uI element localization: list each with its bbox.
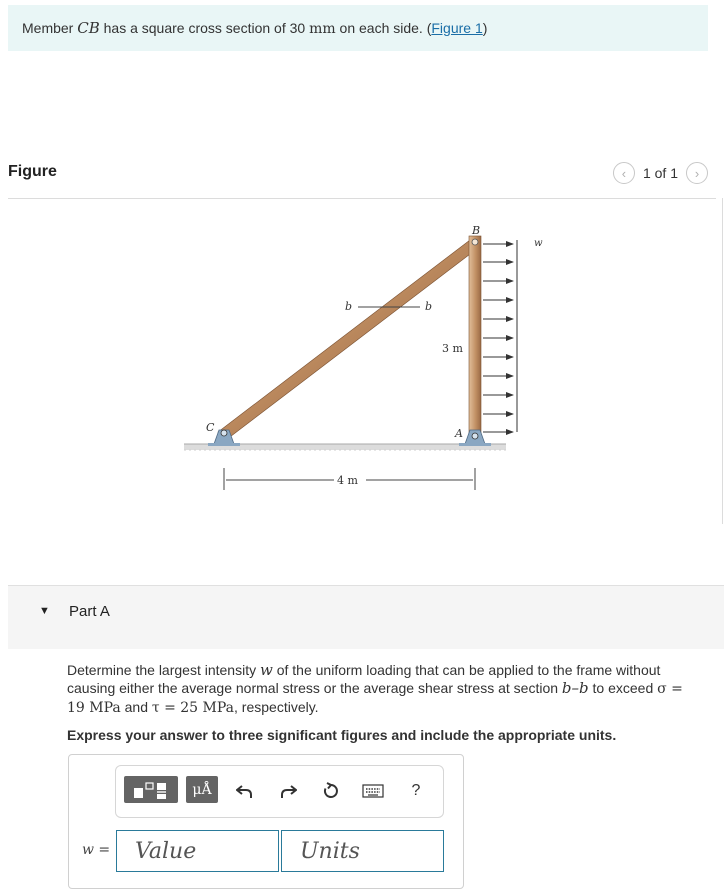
keyboard-button[interactable] — [361, 780, 385, 802]
question-t2: of the uniform loading that can be applied to the frame without causing either the average normal stress or the average shear stress at section — [67, 662, 661, 696]
figure-link[interactable]: Figure 1 — [431, 20, 483, 36]
statement-prefix: Member — [22, 20, 78, 36]
redo-icon — [279, 783, 297, 799]
pager-count: 1 of 1 — [642, 165, 678, 181]
instruction-text: Express your answer to three significant figures and include the appropriate units. — [67, 727, 617, 743]
question-t4: and — [120, 699, 152, 715]
pin-b — [472, 239, 478, 245]
answer-variable-label — [82, 842, 110, 858]
help-button[interactable]: ? — [411, 782, 421, 799]
problem-statement — [8, 5, 708, 51]
sigma-value: σ = 19 MPa — [67, 681, 683, 716]
reset-button[interactable] — [320, 780, 342, 802]
question-t3: to exceed — [588, 680, 658, 696]
keyboard-icon — [362, 784, 384, 798]
label-b-right: b — [425, 300, 433, 313]
units-button[interactable]: μÅ — [186, 776, 218, 803]
reset-icon — [322, 782, 340, 800]
next-figure-button[interactable] — [686, 162, 708, 184]
frame-figure — [0, 200, 724, 500]
label-b-left: b — [345, 300, 353, 313]
question-text — [67, 661, 703, 717]
templates-button[interactable] — [124, 776, 178, 803]
redo-button[interactable] — [277, 780, 299, 802]
question-t5: , respectively. — [234, 699, 319, 715]
distributed-load — [483, 240, 517, 432]
question-t1: Determine the largest intensity — [67, 662, 260, 678]
member-cb — [218, 240, 478, 440]
answer-eq: = — [93, 842, 111, 858]
section-label: b–b — [561, 679, 589, 697]
label-a: A — [455, 427, 463, 440]
undo-button[interactable] — [234, 780, 256, 802]
figure-divider — [8, 198, 716, 199]
answer-var: w — [82, 842, 94, 858]
question-w: w — [259, 661, 273, 679]
collapse-triangle-icon[interactable]: ▼ — [39, 605, 50, 617]
statement-close: ) — [482, 20, 488, 36]
tau-value: τ = 25 MPa — [151, 700, 235, 716]
prev-figure-button[interactable] — [613, 162, 635, 184]
templates-icon — [131, 780, 171, 800]
part-a-header[interactable] — [8, 585, 724, 649]
units-input[interactable] — [281, 830, 444, 872]
statement-suffix: on each side. ( — [335, 20, 432, 36]
member-ab — [469, 236, 481, 438]
statement-mid: has a square cross section of 30 — [99, 20, 310, 36]
figure-pager — [613, 162, 708, 184]
figure-title: Figure — [8, 163, 57, 180]
label-w: w — [534, 238, 543, 249]
unit-mm: mm — [309, 21, 336, 37]
value-input[interactable] — [116, 830, 279, 872]
label-height: 3 m — [442, 342, 463, 355]
part-label: Part A — [69, 603, 110, 620]
label-b-joint: B — [472, 224, 481, 237]
math-toolbar — [115, 765, 444, 818]
member-label: CB — [77, 19, 100, 37]
chevron-right-icon: › — [694, 165, 700, 181]
label-span: 4 m — [337, 474, 358, 487]
undo-icon — [236, 783, 254, 799]
chevron-left-icon: ‹ — [621, 165, 627, 181]
label-c: C — [206, 421, 215, 434]
